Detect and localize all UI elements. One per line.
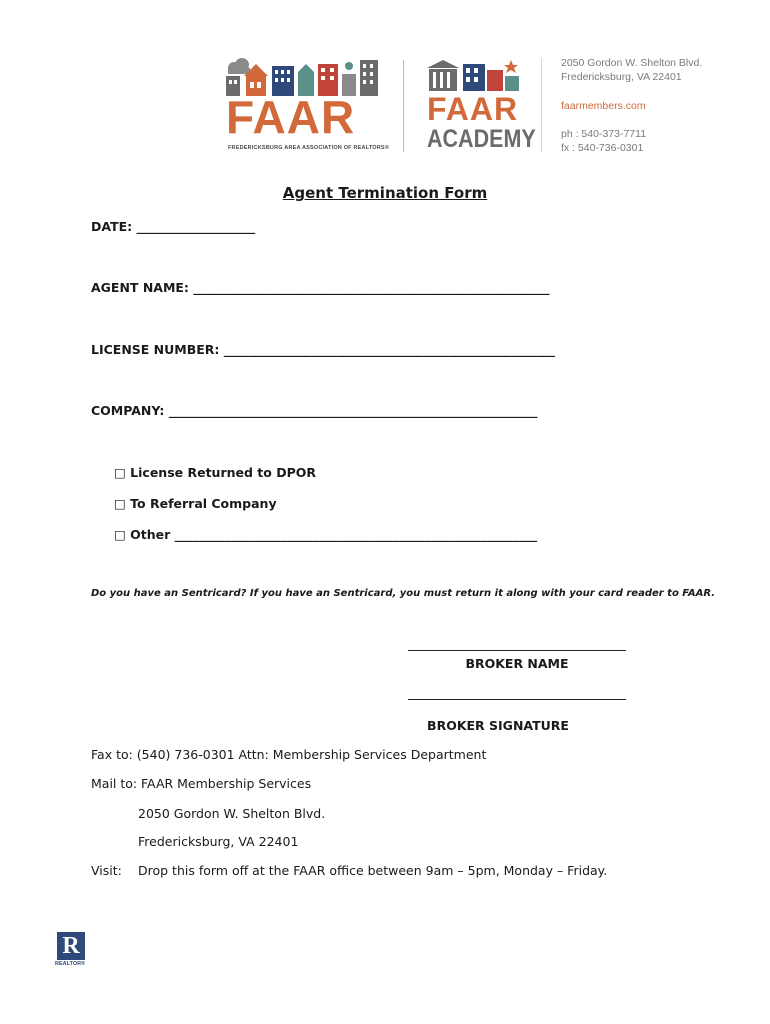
broker-signature-line[interactable]: [408, 699, 626, 700]
phone-number: ph : 540-373-7711: [561, 128, 647, 140]
visit-label: Visit:: [91, 863, 122, 878]
agent-name-field[interactable]: AGENT NAME: _________________________________________________________: [91, 280, 550, 295]
logo-divider: [403, 60, 404, 152]
academy-building-icon: [425, 56, 523, 92]
realtor-logo-text: REALTOR®: [55, 961, 86, 967]
mail-name: FAAR Membership Services: [141, 776, 312, 791]
mail-address-1: 2050 Gordon W. Shelton Blvd.: [138, 806, 326, 821]
faar-tagline: FREDERICKSBURG AREA ASSOCIATION OF REALTORS®: [228, 145, 390, 151]
address-line-1: 2050 Gordon W. Shelton Blvd.: [561, 57, 703, 69]
contact-divider: [541, 58, 542, 152]
mail-label: Mail to:: [91, 776, 138, 791]
academy-wordmark: ACADEMY: [427, 125, 536, 153]
mail-address-2: Fredericksburg, VA 22401: [138, 834, 299, 849]
fax-number: fx : 540-736-0301: [561, 142, 644, 154]
broker-name-label: BROKER NAME: [465, 656, 569, 671]
faar-wordmark: FAAR: [226, 91, 356, 143]
form-title: Agent Termination Form: [282, 184, 488, 202]
visit-text: Drop this form off at the FAAR office between 9am – 5pm, Monday – Friday.: [138, 863, 608, 878]
option-referral-company[interactable]: □ To Referral Company: [114, 496, 277, 511]
sentricard-note: Do you have an Sentricard? If you have an Sentricard, you must return it along with your card reader to FAAR.: [91, 588, 716, 599]
faar-logo: [222, 52, 390, 156]
option-license-returned[interactable]: □ License Returned to DPOR: [114, 465, 316, 480]
academy-faar-wordmark: FAAR: [427, 91, 519, 127]
contact-block: [561, 56, 761, 155]
website-link[interactable]: faarmembers.com: [561, 100, 646, 112]
license-number-field[interactable]: LICENSE NUMBER: _____________________________________________________: [91, 342, 556, 357]
address-line-2: Fredericksburg, VA 22401: [561, 71, 682, 83]
fax-instructions: Fax to: (540) 736-0301 Attn: Membership Services Department: [91, 747, 487, 762]
realtor-r-icon: R: [57, 932, 85, 960]
company-field[interactable]: COMPANY: ___________________________________________________________: [91, 403, 538, 418]
option-other[interactable]: □ Other __________________________________________________________: [114, 527, 538, 542]
date-field[interactable]: DATE: ___________________: [91, 219, 256, 234]
faar-academy-logo: [425, 56, 536, 156]
broker-name-line[interactable]: [408, 650, 626, 651]
realtor-logo: [55, 932, 89, 972]
broker-signature-label: BROKER SIGNATURE: [427, 718, 569, 733]
